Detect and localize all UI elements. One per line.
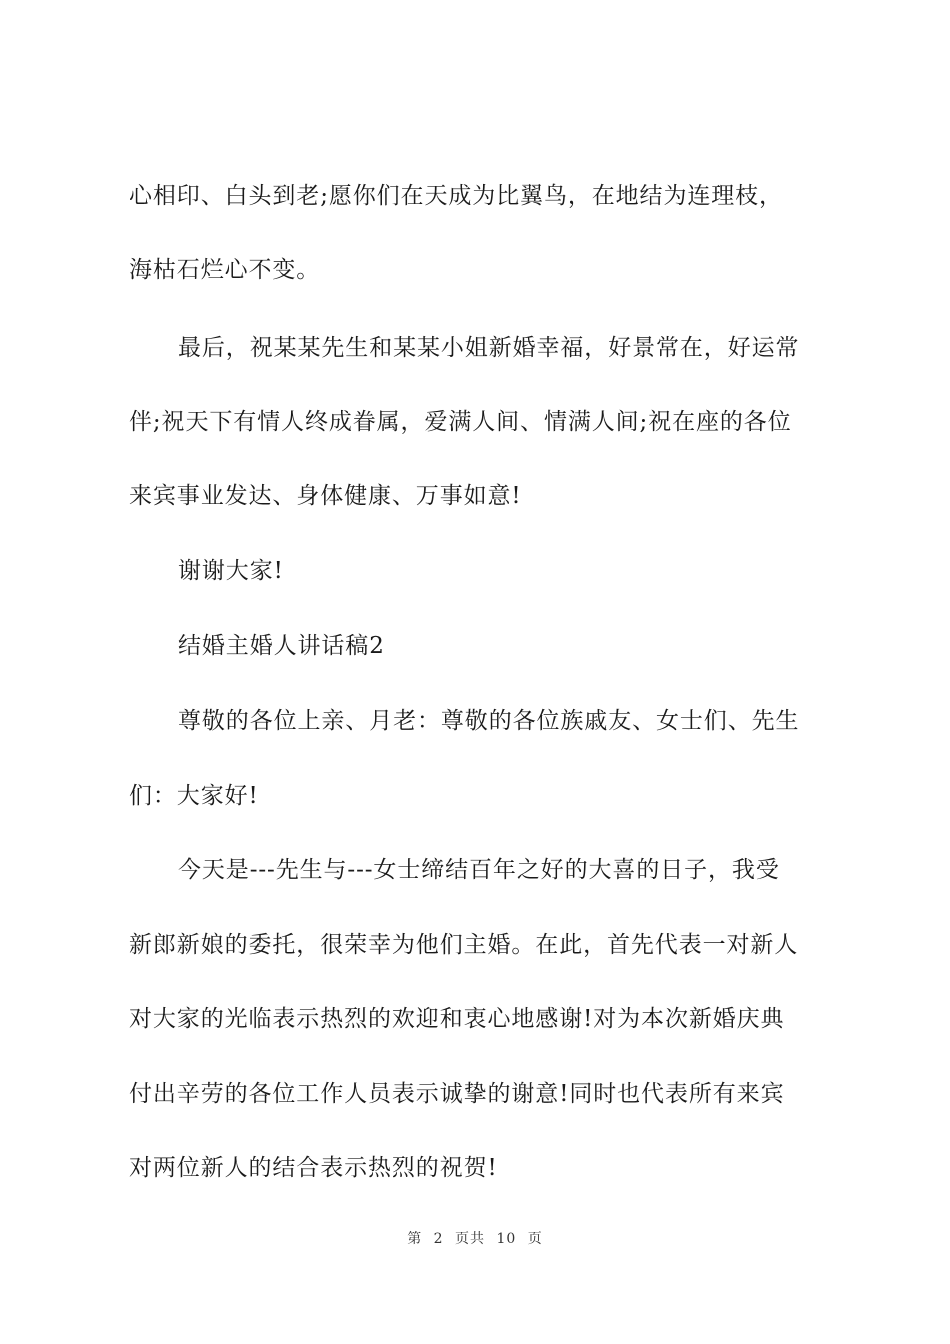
paragraph-start: 今天是---先生与---女士缔结百年之好的大喜的日子，我受 [178, 857, 780, 883]
paragraph-start: 最后，祝某某先生和某某小姐新婚幸福，好景常在，好运常 [178, 335, 800, 361]
text-line: 新郎新娘的委托，很荣幸为他们主婚。在此，首先代表一对新人 [129, 932, 799, 958]
text-line: 海枯石烂心不变。 [129, 257, 321, 283]
text-line: 付出辛劳的各位工作人员表示诚挚的谢意!同时也代表所有来宾 [129, 1081, 785, 1107]
text-line: 心相印、白头到老;愿你们在天成为比翼鸟，在地结为连理枝， [129, 183, 783, 209]
text-line: 们：大家好! [129, 783, 259, 809]
text-line: 对两位新人的结合表示热烈的祝贺! [129, 1155, 498, 1181]
page-number-footer: 第 2 页共 10 页 [407, 1231, 543, 1247]
text-line: 对大家的光临表示热烈的欢迎和衷心地感谢!对为本次新婚庆典 [129, 1006, 785, 1032]
paragraph-start: 谢谢大家! [178, 558, 284, 584]
text-line: 来宾事业发达、身体健康、万事如意! [129, 483, 522, 509]
section-heading: 结婚主婚人讲话稿2 [178, 633, 385, 659]
paragraph-start: 尊敬的各位上亲、月老：尊敬的各位族戚友、女士们、先生 [178, 708, 800, 734]
text-line: 伴;祝天下有情人终成眷属，爱满人间、情满人间;祝在座的各位 [129, 409, 792, 435]
